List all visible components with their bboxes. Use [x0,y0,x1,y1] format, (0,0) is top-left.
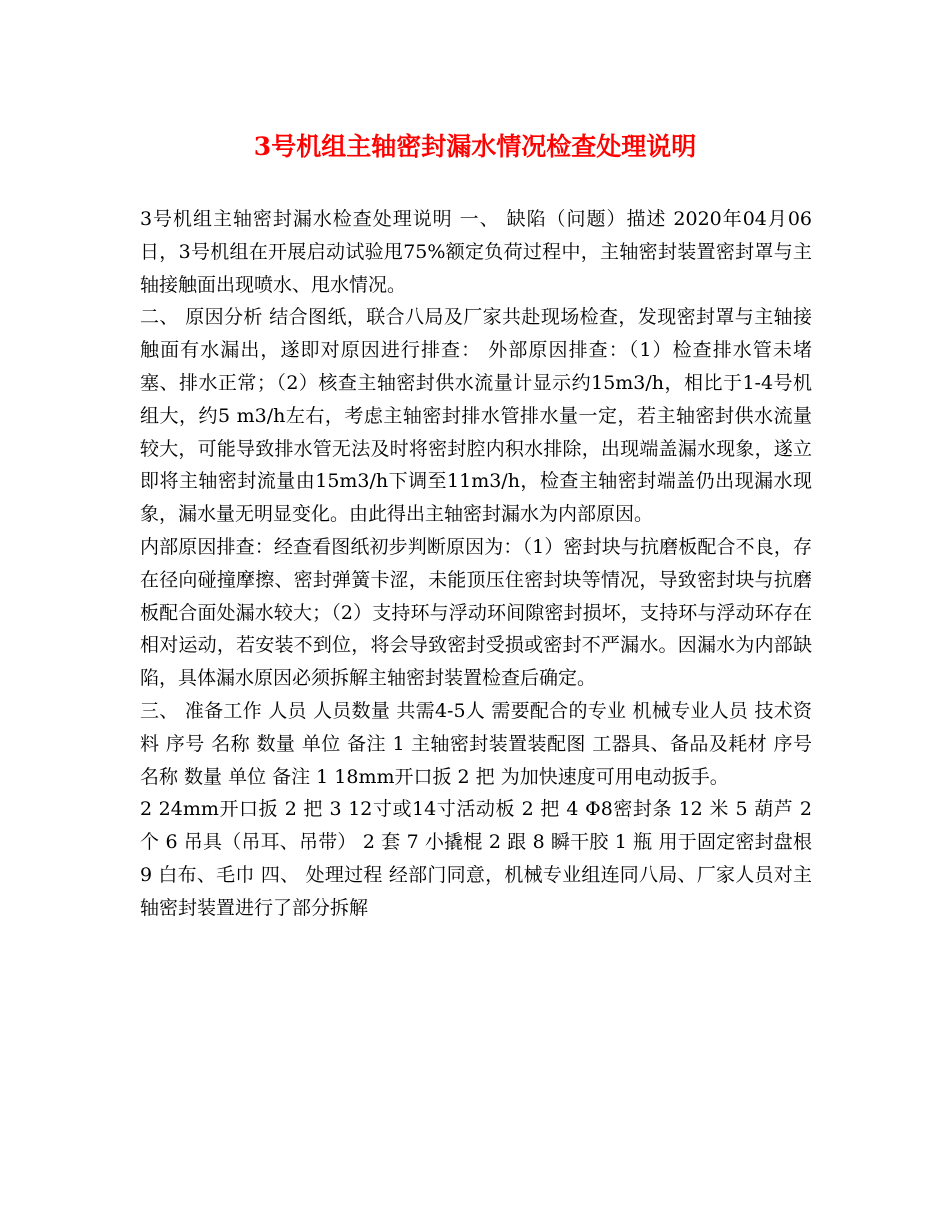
paragraph-tools-and-process: 2 24mm开口扳 2 把 3 12寸或14寸活动板 2 把 4 Φ8密封条 12 米 5 葫芦 2 个 6 吊具（吊耳、吊带） 2 套 7 小撬棍 2 跟 8 瞬干胶 1 瓶 用于固定密封盘根 9 白布、毛巾 四、 处理过程 经部门同意，机械专业组连同八局、厂家人员对主轴密封装置进行了部分拆解 [140,798,812,919]
paragraph-cause-analysis: 二、 原因分析 结合图纸，联合八局及厂家共赴现场检查，发现密封罩与主轴接触面有水漏出，遂即对原因进行排查： 外部原因排查：（1）检查排水管未堵塞、排水正常；（2）核查主轴密封供水流量计显示约15m3/h，相比于1-4号机组大，约5 m3/h左右，考虑主轴密封排水管排水量一定，若主轴密封供水流量较大，可能导致排水管无法及时将密封腔内积水排除，出现端盖漏水现象，遂立即将主轴密封流量由15m3/h下调至11m3/h，检查主轴密封端盖仍出现漏水现象，漏水量无明显变化。由此得出主轴密封漏水为内部原因。 [140,306,812,526]
paragraph-internal-cause: 内部原因排查：经查看图纸初步判断原因为：（1）密封块与抗磨板配合不良，存在径向碰撞摩擦、密封弹簧卡涩，未能顶压住密封块等情况，导致密封块与抗磨板配合面处漏水较大；（2）支持环与浮动环间隙密封损坏，支持环与浮动环存在相对运动，若安装不到位，将会导致密封受损或密封不严漏水。因漏水为内部缺陷，具体漏水原因必须拆解主轴密封装置检查后确定。 [140,535,812,690]
paragraph-defect-description: 3号机组主轴密封漏水检查处理说明 一、 缺陷（问题）描述 2020年04月06日，3号机组在开展启动试验甩75%额定负荷过程中，主轴密封装置密封罩与主轴接触面出现喷水、甩水情况。 [140,208,812,296]
document-title: 3号机组主轴密封漏水情况检查处理说明 [253,132,697,161]
document-body [140,203,812,925]
paragraph-preparation: 三、 准备工作 人员 人员数量 共需4-5人 需要配合的专业 机械专业人员 技术资料 序号 名称 数量 单位 备注 1 主轴密封装置装配图 工器具、备品及耗材 序号 名称 数量 单位 备注 1 18mm开口扳 2 把 为加快速度可用电动扳手。 [140,699,812,788]
